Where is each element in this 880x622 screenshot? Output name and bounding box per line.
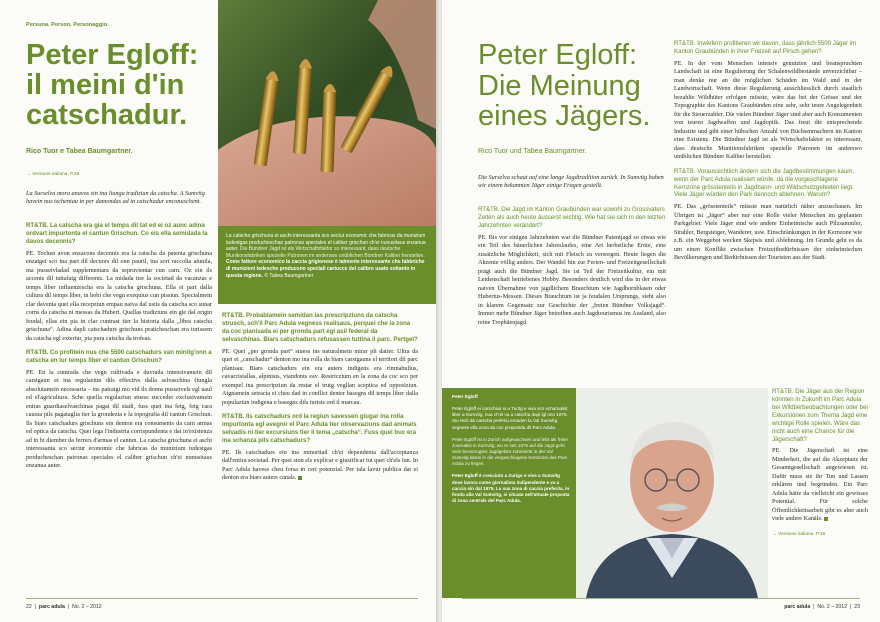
footer-rule — [462, 598, 860, 599]
answer-4: PE. Ils catschadurs ein ina minoritad ch'ei dependenta dall'acceptanza dall'entira societad. Per quei ston els explicar e giustificar tut quei ch'els fan. In Parc Adula havess cheu forsa in cert potenzial. Per tala lavur publica dat ei denton era biars auters canals. — [222, 448, 418, 482]
column-right — [674, 40, 862, 263]
portrait-photo — [576, 388, 768, 598]
end-square-icon — [298, 476, 302, 480]
page-number: 23 — [854, 604, 860, 610]
authors: Rico Tuor und Tabea Baumgartner. — [478, 148, 587, 155]
answer-1: PE. Bis vor einigen Jahrzehnten war die Bündner Patentjagd so etwas wie ein Teil des bäuerlichen Jahreslaufes, eine Art herbstliche Ernte, eine zusätzliche Möglichkeit, sich mit Fleisch zu versorgen. Heute liegen die Akzente völlig anders. Der Wandel hin zur Ferien- und Freizeitgesellschaft prägt auch die Bündner Jagd. Sie ist Teil der Freizeitkultur, ein mit Leidenschaft betriebenes Hobby. Besonders deutlich wird das in der etwas naiven Übernahme von jagdlichem Brauchtum wie Jagdhornblasen oder Hubertus-Messen. Dieses Brauchtum ist ja feudalen Ursprungs, steht also in klarem Gegensatz zur Geschichte der „freien Bündner Volksjagd“. Immer mehr Bündner Jäger betreiben auch Jagdtourismus im Ausland, also reine Trophäenjagd. — [478, 233, 666, 326]
folio: parc adula | No. 2 – 2012 | 23 — [784, 604, 860, 610]
question-1: RT&TB. La catscha era gia el temps dil tat ed ei oz aunc adina ordvart impurtonta el cantun Grischun. Co eis ella semidada la davos decennis? — [26, 222, 208, 245]
authors: Rico Tuor e Tabea Baumgartner. — [26, 148, 133, 155]
kicker: Persuna. Person. Personaggio. — [26, 22, 109, 28]
photo-caption — [218, 226, 438, 304]
answer-4: PE. Die Jägerschaft ist eine Minderheit, die auf die Akzeptanz der Gesamtgesellschaft angewiesen ist. Dafür muss sie ihr Tun und Lassen erklären und begründen. Ein Parc Adula hätte da vielleicht ein gewisses Potential. Für solche Öffentlichkeitsarbeit gibt es aber auch viele andere Kanäle. — [772, 447, 868, 523]
folio: 22 | parc adula | No. 2 – 2012 — [26, 604, 102, 610]
portrait-block — [442, 388, 768, 598]
cartridges-photo — [218, 0, 438, 226]
photo-credit: © Tabea Baumgartner — [264, 272, 314, 279]
column-right — [222, 312, 418, 483]
magazine-name: parc adula — [38, 604, 65, 610]
right-page — [442, 0, 880, 622]
caption-german: Die Bündner Jagd ist als Wirtschaftsfaktor so interessant, dass deutsche Munitionsfabriken spezielle Patronen im anderswo unüblichen Bündner Kaliber herstellen. — [226, 246, 425, 259]
question-1: RT&TB. Die Jagd im Kanton Graubünden war sowohl zu Grossvaters Zeiten als auch heute äusserst wichtig. Wie hat sie sich in den letzten Jahrzehnten verändert? — [478, 206, 666, 229]
page-title: Peter Egloff: il meini d'in catschadur. — [26, 39, 199, 132]
portrait-illustration — [576, 388, 768, 598]
bio-name: Peter Egloff — [452, 394, 478, 399]
issue: No. 2 – 2012 — [71, 604, 102, 610]
page-number: 22 — [26, 604, 32, 610]
column-left — [26, 222, 212, 471]
caption-italian: Come fattore economico la caccia grigionese è talmente interessante che fabbriche di munizioni tedesche producono speciali cartucce del calibro usato soltanto in questa regione. — [226, 259, 425, 279]
question-4: RT&TB. Die Jäger aus der Region könnten in Zukunft im Parc Adula bei Wildtierbeobachtungen oder bei Exkursionen zum Thema Jagd eine wichtige Rolle spielen. Wäre das nicht auch eine Chance für die Jägerschaft? — [772, 388, 868, 443]
magazine-name: parc adula — [784, 604, 811, 610]
answer-3: PE. Das „grösstenteils“ müsste man natürlich näher anzuschauen. Im Übrigen ist „Jäger“ aber nur eine Rolle vieler Menschen im geplanten Parkgebiet. Viele Jäger sind wie andere Einheimische auch Pilzsammler, Strahler, Bergsteiger, Wanderer, usw. Einschränkungen in der Kernzone wie z.B. ein Weggebot wecken Skepsis und Ablehnung. Im Grunde geht es da um einen Konflikt zwischen Freizeitbedürfnissen der einheimischen Bevölkerungen und Bedürfnissen der Touristen aus der Stadt. — [674, 203, 862, 262]
issue: No. 2 – 2012 — [817, 604, 848, 610]
page-title: Peter Egloff: Die Meinung eines Jägers. — [478, 39, 651, 133]
question-3: RT&TB. Voraussichtlich ändern sich die Jagdbestimmungen kaum, wenn der Parc Adula realisiert würde, da die vorgeschlagene Kernzone grösstenteils in Jagdbann- und Wildschutzgebieten liegt. Viele Jäger würden den Park dennoch ablehnen. Warum? — [674, 167, 855, 199]
footer-rule — [26, 598, 418, 599]
bio-italian: Peter Egloff è cresciuto a Zurigo e vive a Sumvitg dove lavora come giornalista indipendente e va a caccia sin dal 1975. La sua zona di caccia preferita, in fondo alla Val Sumvitg, si situata nell'attuale proposta di zona centrale del Parc Adula. — [452, 473, 570, 503]
answer-1: PE. Tochen avon enzacons decennis era la catscha da patenta grischuna enzatgei sco ina part dil decuors dil onn pauril, ina sort raccolta atunila, ina pusseivladad supplementara da sepruvientar cun carn. Oz ein ils accents dil tuttafatg differents. La midada tier la societad da vacanzas e temps liber influenzescha era la catscha grischuna. Ella ei part dalla cultura dil temps liber, in hobi che vegn exequius cun pissiun. Specialmein clar daventa quei ella recepziun empau naiva dal usits da catscha sco sunar corns da catscha ni messas da Hubert. Quellas tradiziuns ein gie dal origin feudal, ellas ein pia in clar cuntrast tier la historia dalla „libra catscha grischuna“. Adina dapli catschadurs grischuns praticheschan era turissem da catscha egl exteriur, pia pura catscha da trofeas. — [26, 249, 212, 342]
question-2: RT&TB. Co profitein nus che 5500 catschadurs van minitg'onn a catscha en lur temps liber el cantun Grischun? — [26, 349, 212, 365]
end-square-icon — [824, 517, 828, 521]
caption-romansh: La catscha grischuna ei aschi interessanta sco sectur economic che fabricas da munizium tudestgas producheschan patronas speciales el caliber grischun ch'ei nunusitaus enzanua auter. — [226, 233, 426, 253]
answer-2: PE. In der vom Menschen intensiv genutzten und beanspruchten Landschaft ist eine Regulierung der Schalenwildbestände unverzichtbar – man denke nur an die möglichen Schäden im Wald und in der Landwirtschaft. Wenn diese Regulierung ausschliesslich durch staatlich bezahlte Wildhüter erfolgen müsste, wäre das bei der Grösse und der Topographie des Kantons Graubünden eine sehr, sehr teure Angelegenheit für die Steuerzahler. Die vielen Bündner Jäger sind aber auch Konsumenten von teuren Jagdwaffen und Jagdoptik. Das freut die entsprechende Industrie und gibt einer hübschen Anzahl von Büchsenmachern im Kanton eine Existenz. Die Bündner Jagd ist als Wirtschaftsfaktor so interessant, dass deutsche Munitionsfabriken spezielle Patronen im anderswo unüblichen Bündner Kaliber herstellen. — [674, 59, 862, 161]
bio-romansh: Peter Egloff ei carschius si a Turitg e viva sco schurnalist liber a Sumvitg, nua ch'el va a catscha dapi igl onn 1975. Siu recit da catscha preferiu entaden la Val Sumvitg vegness ella zona da coc proponida dil Parc Adula. — [452, 406, 568, 430]
column-far-right — [772, 388, 868, 537]
cross-reference: → Versione italiana. P.36 — [772, 531, 826, 537]
lead-paragraph: La Surselva mora anavos sin ina liunga tradiziun da catscha. A Sumvitg havein nus tschentau in per damondas ad in catschadur enconuschent. — [26, 190, 205, 206]
question-3: RT&TB. Probablamein semidan las prescripziuns da catscha strusch, sch'il Parc Adula vegness realisaus, perquei che la zona da coc planisada ei per gronda part egl asil federal da selvaschinas. Biars catschadurs refusassen tuttina il parc. Pertgei? — [222, 312, 418, 343]
bio-german: Peter Egloff ist in Zürich aufgewachsen und lebt als freier Journalist in Sumvitg, wo er seit 1975 auf die Jagd geht. Sein bevorzugtes Jagdgebiet zuhinterst in der Val Sumvitg käme in die vorgeschlagene Kernzone des Parc Adula zu liegen. — [452, 436, 569, 467]
cross-reference: → Versiune italiana. P.36 — [26, 172, 80, 177]
bio-box — [452, 394, 570, 504]
column-left — [478, 206, 666, 327]
answer-3: PE. Quei „per gronda part“ stuess ins naturalmein mirar pli datier. Ultra da quei ei „catschadur“ denton mo ina rolla da biars carstgauns el territori dil parc planisau. Biars catschadurs ein era auters indigens era rimnabulius, cavacristallas, alpinists, viandonts eav. Restriczium en la zona da coc sco per exempel ina prescripziun da restar el trutg vegllan sceptica ed opposiziun. Atgnamein setracta ei cheu dad in conflict denter basegns dil temps liber dalla populaziun indigena e basegns dils turists ord il marcau. — [222, 347, 418, 406]
question-2: RT&TB. Inwiefern profitieren wir davon, dass jährlich 5500 Jäger im Kanton Graubünden in ihrer Freizeit auf Pirsch gehen? — [674, 40, 857, 55]
cartridges-illustration — [218, 0, 438, 226]
left-page — [0, 0, 438, 622]
lead-paragraph: Die Surselva schaut auf eine lange Jagdtradition zurück. In Sumvitg haben wir einem bekannten Jäger einige Fragen gestellt. — [478, 174, 664, 190]
answer-2: PE. En la cuntrada che vegn cultivada e duvrada intensivamein dil carstgaun ei ina regulaziun dils effectivs dalla selvaschina (tungla absolutamein necessaria – ins patratgi mo vid ils donns pusseivels egl uaul ed el'agricultura. Sche quella regulaziun stuess succeder exclusivamein entras guardiaselvaschinas pagai dil stadi, fuss quei ina fetg, fetg cara caussa pils pagataglia tier la grondezia e la topografia dil cantun Grischun. Ils biars catschadurs grischuns ein denton era consuments da carn armas ed optica da catscha. Quei lega l'industria corrispundenta e dat in'existenza ad in bi diember da ferrers d'armas el cantun. La catscha grischuna ei aschi interessanta sco sectur economic che fabricas da munizium tudestgas producheschan patronas speciales el caliber grischun ch'ei nunusitaus enzanua auter. — [26, 368, 212, 470]
question-4: RT&TB. Ils catschadurs ord la regiun savessen giugar ina rolla impurtonta egl avegnir el Parc Adula tier observaziuns dad animals selvadis ni tier excursiuns tier il tema „catscha“. Fuss quei buc era ina schanza pils catschadurs? — [222, 413, 417, 444]
